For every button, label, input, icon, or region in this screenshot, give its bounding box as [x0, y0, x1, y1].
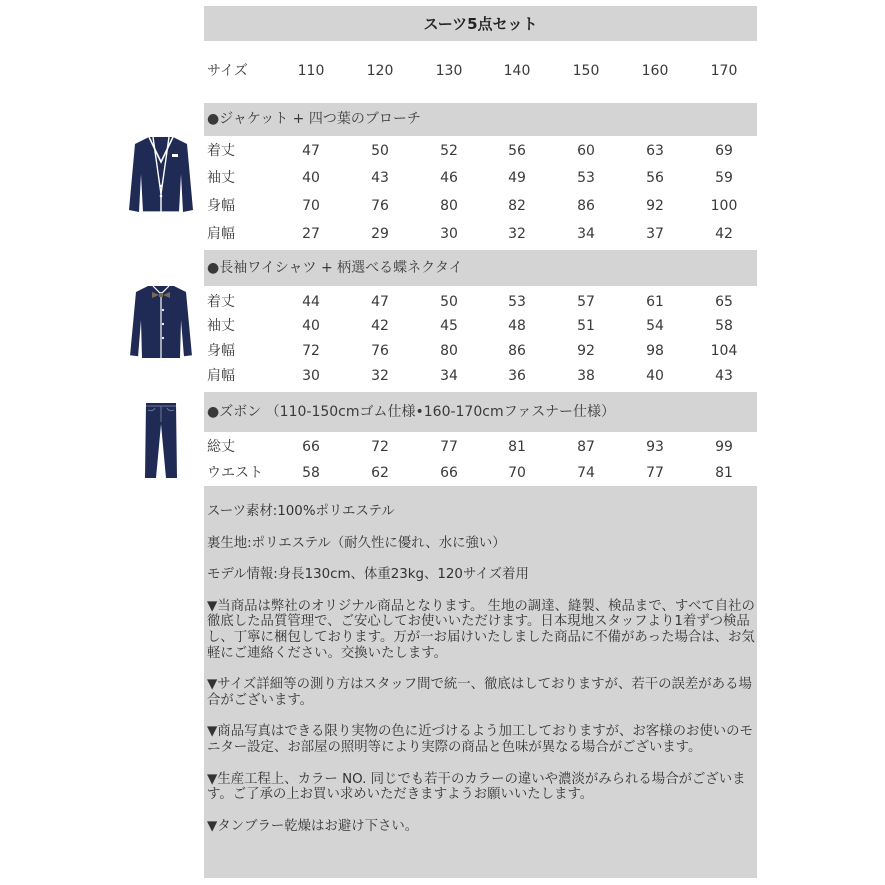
cell: 104 [710, 343, 738, 359]
cell: 81 [508, 439, 526, 455]
size-value: 110 [297, 63, 325, 79]
cell: 37 [646, 226, 664, 242]
cell: 30 [440, 226, 458, 242]
cell: 76 [371, 343, 389, 359]
cell: 47 [302, 143, 320, 159]
notes-panel [204, 486, 757, 878]
cell: 81 [715, 465, 733, 481]
cell: 70 [508, 465, 526, 481]
note-production: ▼生産工程上、カラー NO. 同じでも若干のカラーの違いや濃淡がみられる場合がございます。ご了承の上お買い求めいただきますようお願いいたします。 [207, 771, 746, 803]
cell: 43 [371, 170, 389, 186]
note-photo-color: ▼商品写真はできる限り実物の色に近づけるよう加工しておりますが、お客様のお使いのモニター設定、お部屋の照明等により実際の商品と色味が異なる場合がございます。 [207, 724, 753, 755]
note-material: スーツ素材:100%ポリエステル [207, 504, 395, 519]
table-title: スーツ5点セット [204, 6, 757, 41]
cell: 45 [440, 318, 458, 334]
cell: 98 [646, 343, 664, 359]
table-row [204, 138, 757, 164]
cell: 66 [440, 465, 458, 481]
size-value: 130 [435, 63, 463, 79]
cell: 59 [715, 170, 733, 186]
row-label: 身幅 [207, 198, 235, 214]
cell: 53 [577, 170, 595, 186]
table-row [204, 460, 757, 486]
cell: 50 [440, 294, 458, 310]
table-row [204, 434, 757, 460]
cell: 74 [577, 465, 595, 481]
table-row [204, 338, 757, 364]
cell: 40 [646, 368, 664, 384]
cell: 77 [440, 439, 458, 455]
cell: 61 [646, 294, 664, 310]
cell: 32 [508, 226, 526, 242]
cell: 32 [371, 368, 389, 384]
row-label: 袖丈 [207, 170, 235, 186]
note-measurement: ▼サイズ詳細等の測り方はスタッフ間で統一、徹底はしておりますが、若干の誤差がある場合がございます。 [207, 677, 752, 708]
cell: 70 [302, 198, 320, 214]
cell: 60 [577, 143, 595, 159]
cell: 50 [371, 143, 389, 159]
cell: 100 [710, 198, 738, 214]
cell: 58 [715, 318, 733, 334]
cell: 29 [371, 226, 389, 242]
row-label: 身幅 [207, 343, 235, 359]
note-lining: 裏生地:ポリエステル（耐久性に優れ、水に強い） [207, 535, 506, 551]
cell: 46 [440, 170, 458, 186]
row-label: 着丈 [207, 294, 235, 310]
cell: 56 [508, 143, 526, 159]
cell: 92 [577, 343, 595, 359]
row-label: 肩幅 [207, 226, 235, 242]
row-label: 肩幅 [207, 368, 235, 384]
shirt-icon [128, 282, 194, 360]
size-value: 170 [710, 63, 738, 79]
cell: 92 [646, 198, 664, 214]
cell: 82 [508, 198, 526, 214]
cell: 34 [440, 368, 458, 384]
cell: 72 [302, 343, 320, 359]
size-label: サイズ [207, 63, 248, 79]
row-label: 着丈 [207, 143, 235, 159]
cell: 80 [440, 198, 458, 214]
cell: 56 [646, 170, 664, 186]
cell: 65 [715, 294, 733, 310]
size-row [204, 58, 757, 84]
row-label: ウエスト [207, 465, 263, 481]
cell: 62 [371, 465, 389, 481]
table-row [204, 165, 757, 191]
table-row [204, 363, 757, 389]
cell: 99 [715, 439, 733, 455]
cell: 52 [440, 143, 458, 159]
cell: 93 [646, 439, 664, 455]
table-row [204, 193, 757, 219]
cell: 86 [577, 198, 595, 214]
cell: 87 [577, 439, 595, 455]
section-header-shirt: ●長袖ワイシャツ + 柄選べる蝶ネクタイ [204, 250, 757, 286]
cell: 66 [302, 439, 320, 455]
cell: 72 [371, 439, 389, 455]
cell: 38 [577, 368, 595, 384]
cell: 36 [508, 368, 526, 384]
cell: 30 [302, 368, 320, 384]
cell: 42 [371, 318, 389, 334]
cell: 63 [646, 143, 664, 159]
row-label: 総丈 [207, 439, 235, 455]
cell: 80 [440, 343, 458, 359]
cell: 77 [646, 465, 664, 481]
note-model-info: モデル情報:身長130cm、体重23kg、120サイズ着用 [207, 567, 529, 583]
size-value: 120 [366, 63, 394, 79]
note-original-product: ▼当商品は弊社のオリジナル商品となります。 生地の調達、縫製、検品まで、すべて自社の徹底した品質管理で、ご安心してお使いいただけます。日本現地スタッフより1着ずつ検品し、丁寧に梱包しております。万が一お届けいたしました商品に不備があった場合は、お気軽にご連絡ください。交換いたします。 [207, 598, 755, 661]
cell: 76 [371, 198, 389, 214]
cell: 48 [508, 318, 526, 334]
cell: 47 [371, 294, 389, 310]
cell: 86 [508, 343, 526, 359]
pants-icon [142, 400, 180, 480]
cell: 40 [302, 318, 320, 334]
cell: 27 [302, 226, 320, 242]
table-row [204, 221, 757, 247]
cell: 49 [508, 170, 526, 186]
row-label: 袖丈 [207, 318, 235, 334]
table-row [204, 313, 757, 339]
cell: 69 [715, 143, 733, 159]
cell: 51 [577, 318, 595, 334]
jacket-icon [127, 134, 195, 214]
cell: 53 [508, 294, 526, 310]
cell: 57 [577, 294, 595, 310]
cell: 44 [302, 294, 320, 310]
cell: 58 [302, 465, 320, 481]
cell: 43 [715, 368, 733, 384]
cell: 54 [646, 318, 664, 334]
cell: 42 [715, 226, 733, 242]
section-header-pants: ●ズボン （110-150cmゴム仕様•160-170cmファスナー仕様） [204, 392, 757, 432]
size-value: 140 [503, 63, 531, 79]
size-value: 150 [572, 63, 600, 79]
section-header-jacket: ●ジャケット + 四つ葉のブローチ [204, 103, 757, 136]
cell: 34 [577, 226, 595, 242]
table-row [204, 289, 757, 315]
size-value: 160 [641, 63, 669, 79]
cell: 40 [302, 170, 320, 186]
note-tumble-dry: ▼タンブラー乾燥はお避け下さい。 [207, 818, 419, 834]
